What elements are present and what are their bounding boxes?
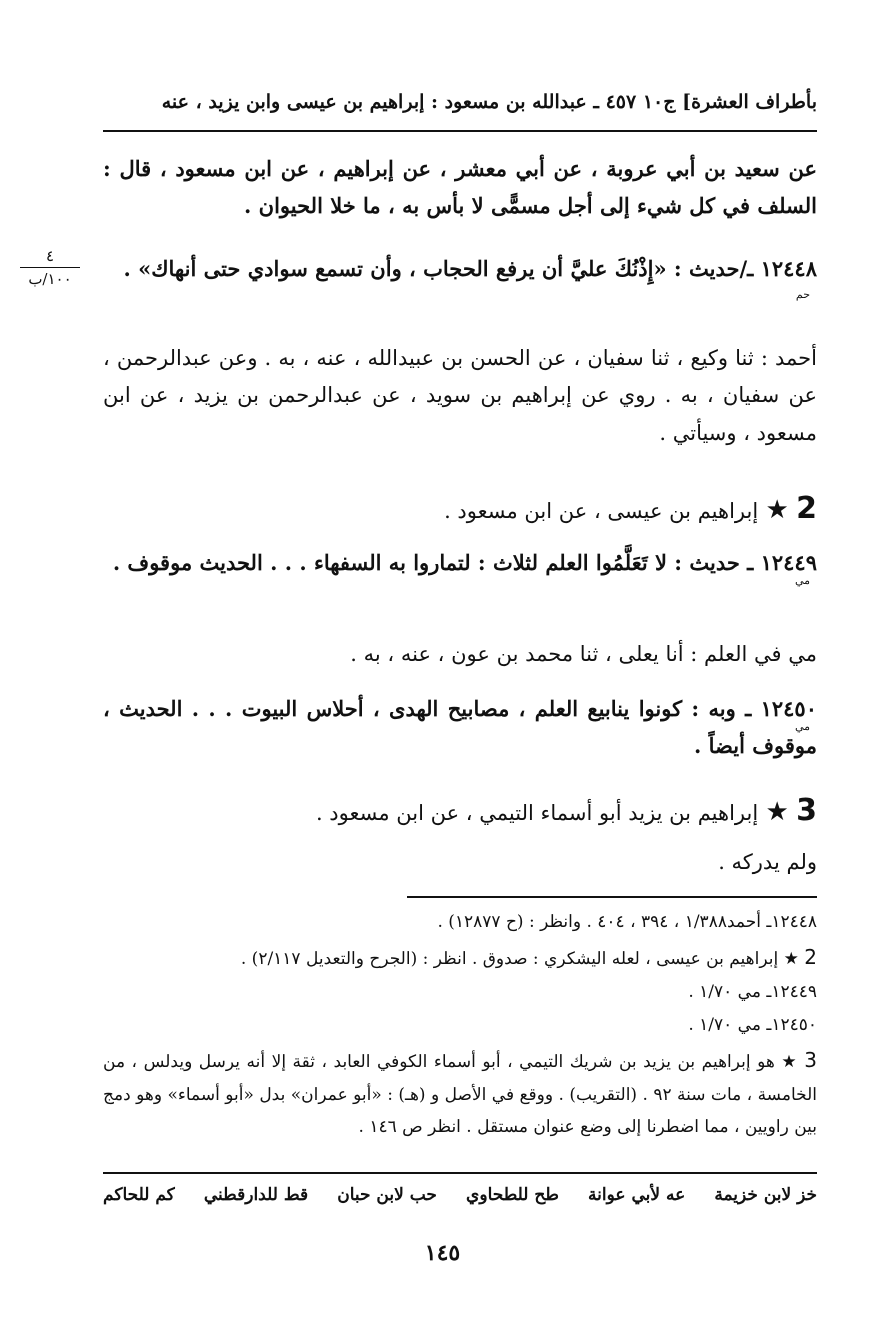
header-rule	[103, 130, 817, 132]
footnote-section-2	[103, 938, 817, 976]
hadith-12449: ١٢٤٤٩ ـ حديث : لا تَعَلَّمُوا العلم لثلاث : لتماروا به السفهاء . . . الحديث موقوف .	[112, 550, 817, 575]
footnote-3-text: هو إبراهيم بن يزيد بن شريك التيمي ، أبو أسماء الكوفي العابد ، ثقة إلا أنه يرسل ويدلس ، من الخامسة ، مات سنة ٩٢ . (التقريب) . ووقع في الأصل و (هـ) : «أبو عمران» بدل «أبو أسماء» وهو دمج بين راويين ، مما اضطرنا إلى وضع عنوان مستقل . انظر ص ١٤٦ .	[103, 1051, 818, 1138]
abbrev-item: كم للحاكم	[103, 1185, 175, 1205]
paragraph-2: أحمد : ثنا وكيع ، ثنا سفيان ، عن الحسن بن عبيدالله ، عنه ، به . وعن عبدالرحمن ، عن سفيان ، به . روي عن إبراهيم بن سويد ، عن عبدالرحمن بن يزيد ، عن ابن مسعود ، وسيأتي .	[103, 346, 817, 445]
abbreviations-row	[103, 1185, 817, 1205]
abbrev-item: قط للدارقطني	[203, 1185, 309, 1205]
margin-note-top: ٤	[20, 247, 80, 268]
footnote-12450: ١٢٤٥٠ـ مي ١/٧٠ .	[688, 1014, 817, 1035]
hadith-12448: ١٢٤٤٨ ـ/حديث : «إِذْنُكَ عليَّ أن يرفع الحجاب ، وأن تسمع سوادي حتى أنهاك» .	[123, 256, 817, 281]
footnote-12448: ١٢٤٤٨ـ أحمد١/٣٨٨ ، ٣٩٤ ، ٤٠٤ . وانظر : (ح ١٢٨٧٧) .	[437, 912, 817, 932]
margin-note-bottom: ١٠٠/ب	[28, 270, 72, 288]
hadith-12449-siglum: مي	[794, 574, 810, 587]
section-3-number: 3	[796, 793, 817, 828]
page-number: ١٤٥	[424, 1240, 461, 1266]
hadith-12448-siglum: حم	[795, 288, 810, 301]
hadith-12450: ١٢٤٥٠ ـ وبه : كونوا ينابيع العلم ، مصابيح الهدى ، أحلاس البيوت . . . الحديث ، موقوف أيضاً .	[103, 696, 817, 759]
section-3-title: إبراهيم بن يزيد أبو أسماء التيمي ، عن ابن مسعود .	[315, 801, 759, 825]
section-3-star-icon: ★	[765, 797, 789, 827]
footnote-2-number: 2	[804, 945, 817, 970]
section-3-heading	[103, 784, 817, 837]
footnote-3-star-icon: ★	[781, 1051, 798, 1072]
footnote-rule	[407, 896, 817, 898]
paragraph-4: ولم يدركه .	[718, 850, 817, 874]
abbrev-item: عه لأبي عوانة	[588, 1185, 686, 1205]
running-header	[107, 86, 817, 118]
section-2-number: 2	[796, 491, 817, 526]
hadith-12450-siglum: مي	[794, 720, 810, 733]
margin-folio-note	[20, 247, 80, 288]
abbrev-item: خز لابن خزيمة	[714, 1185, 817, 1205]
footnote-section-3	[103, 1041, 817, 1144]
abbrev-item: طح للطحاوي	[466, 1185, 559, 1205]
abbrev-item: حب لابن حبان	[337, 1185, 437, 1205]
footnotes	[103, 906, 817, 1143]
section-2-heading	[103, 482, 817, 535]
footnote-12449: ١٢٤٤٩ـ مي ١/٧٠ .	[688, 982, 817, 1003]
footnote-2-text: إبراهيم بن عيسى ، لعله اليشكري : صدوق . انظر : (الجرح والتعديل ٢/١١٧) .	[240, 949, 779, 970]
paragraph-3: مي في العلم : أنا يعلى ، ثنا محمد بن عون ، عنه ، به .	[350, 642, 817, 666]
footer-rule	[103, 1172, 817, 1174]
section-2-title: إبراهيم بن عيسى ، عن ابن مسعود .	[444, 499, 759, 523]
paragraph-1: عن سعيد بن أبي عروبة ، عن أبي معشر ، عن إبراهيم ، عن ابن مسعود ، قال : السلف في كل شيء إلى أجل مسمًّى لا بأس به ، ما خلا الحيوان .	[103, 156, 817, 219]
footnote-2-star-icon: ★	[783, 949, 799, 970]
header-text: بأطراف العشرة] ج١٠ ٤٥٧ ـ عبدالله بن مسعود : إبراهيم بن عيسى وابن يزيد ، عنه	[161, 91, 817, 113]
footnote-3-number: 3	[804, 1047, 817, 1072]
section-2-star-icon: ★	[765, 495, 789, 525]
